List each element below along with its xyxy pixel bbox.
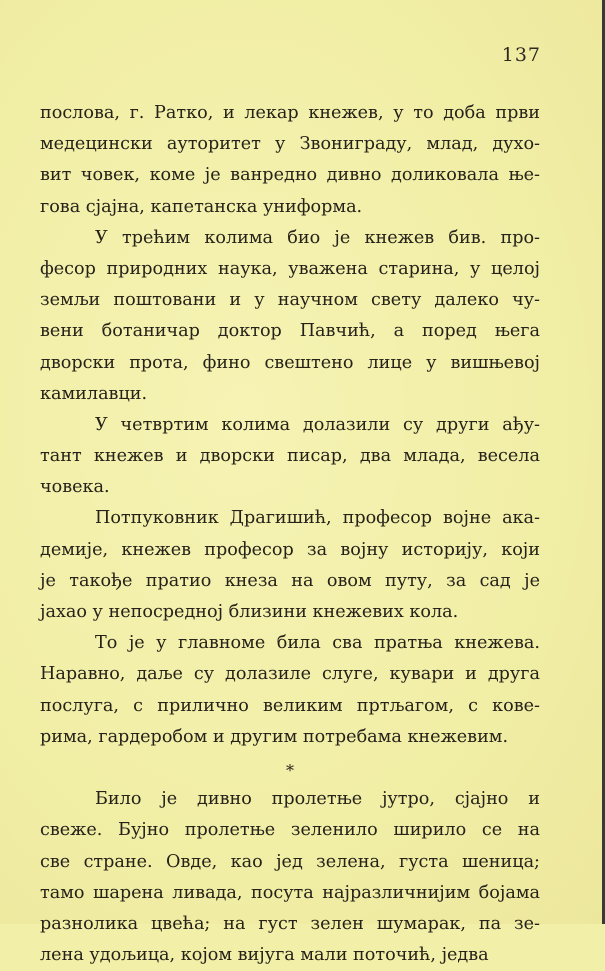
page-number: 137: [501, 44, 541, 66]
text-line: То је у главноме била сва пратња кнежева.: [95, 633, 540, 654]
text-line: све стране. Овде, као јед зелена, густа шеница;: [40, 851, 540, 872]
text-line: У четвртим колима долазили су други ађу-: [95, 414, 540, 435]
text-line: свеже. Бујно пролетње зеленило ширило се на: [40, 820, 540, 841]
text-line: вени ботаничар доктор Павчић, а поред њега: [40, 321, 540, 342]
text-line: фесор природних наука, уважена старина, у целој: [40, 258, 540, 279]
text-line: дворски прота, фино свештено лице у вишњевој: [40, 352, 540, 373]
text-line: разнолика цвећа; на густ зелен шумарак, па зе-: [40, 913, 540, 934]
text-line: тант кнежев и дворски писар, два млада, весела: [40, 446, 540, 467]
text-line: демије, кнежев професор за војну историју, који: [40, 539, 540, 560]
text-line: је такође пратио кнеза на овом путу, за сад је: [40, 570, 540, 591]
text-line: послуга, с прилично великим пртљагом, с кове-: [40, 695, 540, 716]
text-line: Наравно, даље су долазиле слуге, кувари и друга: [40, 664, 540, 685]
body-text: [40, 98, 540, 971]
section-separator: *: [286, 760, 294, 780]
text-line: човека.: [40, 477, 110, 498]
text-line: послова, г. Ратко, и лекар кнежев, у то доба први: [40, 103, 540, 123]
text-line: камилавци.: [40, 383, 148, 404]
text-line: тамо шарена ливада, посута најразличнијим бојама: [40, 882, 540, 903]
text-line: јахао у непосредној близини кнежевих кола.: [40, 602, 459, 622]
text-line: земљи поштовани и у научном свету далеко чу-: [40, 290, 540, 311]
text-line: лена удољица, којом вијуга мали поточић, једва: [40, 945, 489, 966]
text-line: Потпуковник Драгишић, професор војне ака-: [95, 508, 540, 529]
text-line: медецински ауторитет у Звониграду, млад, духо-: [40, 134, 540, 155]
text-line: вит човек, коме је ванредно дивно доликовала ње-: [40, 165, 540, 186]
text-line: У трећим колима био је кнежев бив. про-: [95, 227, 540, 248]
text-line: рима, гардеробом и другим потребама кнежевим.: [40, 726, 509, 747]
text-line: Било је дивно пролетње јутро, сјајно и: [95, 789, 540, 810]
text-line: гова сјајна, капетанска униформа.: [40, 196, 363, 217]
